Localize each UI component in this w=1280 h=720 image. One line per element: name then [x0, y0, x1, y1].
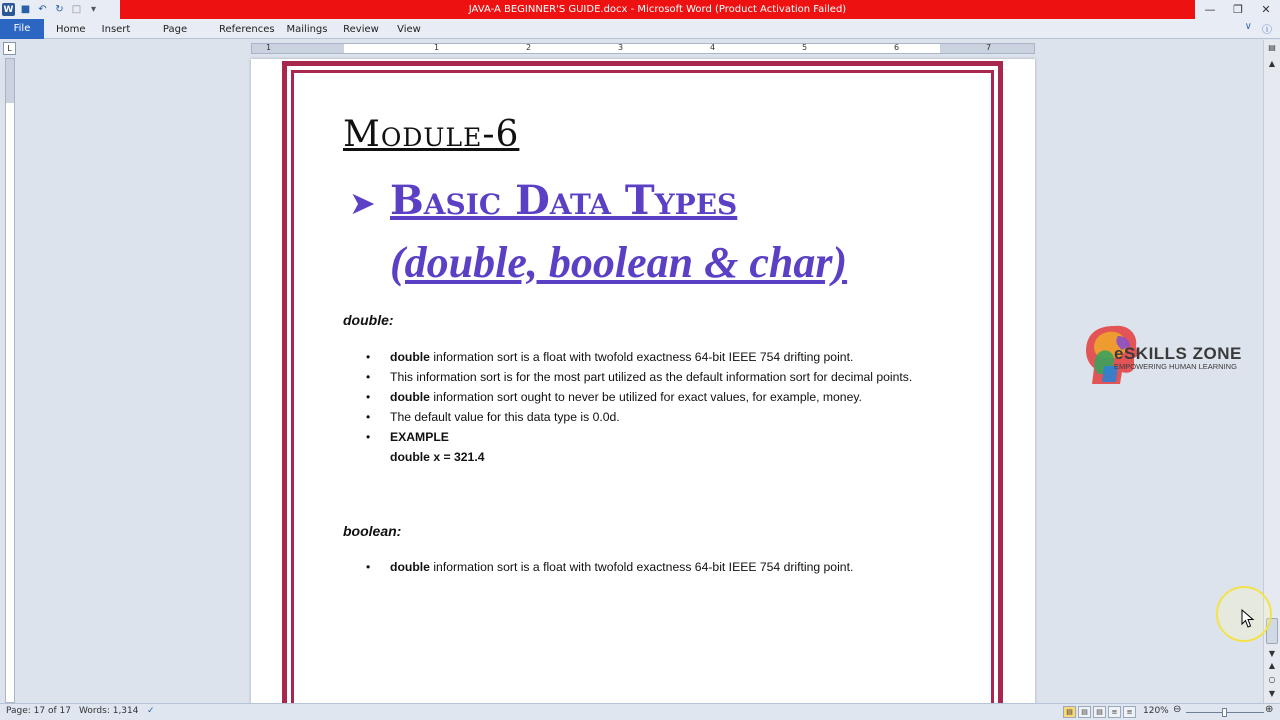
list-item-bold: double	[390, 560, 430, 574]
tab-file[interactable]: File	[0, 19, 44, 39]
ruler-number: 3	[618, 43, 624, 52]
word-count[interactable]: Words: 1,314	[79, 706, 139, 716]
zoom-slider-thumb[interactable]	[1222, 708, 1227, 717]
zoom-out-icon[interactable]: ⊖	[1173, 704, 1182, 715]
ruler-toggle-icon[interactable]: ▤	[1268, 43, 1276, 52]
expand-ribbon-icon[interactable]: ∨	[1244, 21, 1252, 32]
print-layout-view-icon[interactable]: ▤	[1063, 706, 1076, 718]
window-title: JAVA-A BEGINNER'S GUIDE.docx - Microsoft Word (Product Activation Failed)	[468, 4, 847, 15]
ruler-number: 1	[266, 43, 272, 52]
status-bar	[0, 703, 1280, 720]
list-item	[366, 427, 946, 447]
browse-object-icon[interactable]: ○	[1268, 675, 1276, 684]
web-layout-icon[interactable]: ▤	[1093, 706, 1106, 718]
section-heading-double: double:	[343, 312, 394, 328]
word-app-icon[interactable]: W	[3, 4, 14, 15]
list-item-bold: EXAMPLE	[390, 430, 449, 444]
list-item	[366, 557, 946, 577]
tab-review[interactable]: Review	[343, 24, 379, 35]
eskills-zone-logo	[1084, 322, 1254, 404]
list-item	[366, 347, 946, 367]
tab-references[interactable]: References	[219, 24, 275, 35]
tab-selector[interactable]: L	[3, 42, 16, 55]
list-item-text: information sort is a float with twofold exactness 64-bit IEEE 754 drifting point.	[429, 350, 854, 364]
zoom-level[interactable]: 120%	[1143, 706, 1169, 716]
list-item	[366, 387, 946, 407]
vertical-ruler[interactable]	[5, 58, 15, 703]
ribbon-right-controls	[1245, 21, 1272, 36]
list-item-text: This information sort is for the most part utilized as the default information sort for decimal points.	[390, 370, 913, 384]
ruler-number: 7	[986, 43, 992, 52]
ruler-number: 6	[894, 43, 900, 52]
list-item-text: The default value for this data type is 0.0d.	[390, 410, 620, 424]
tab-home[interactable]: Home	[56, 24, 86, 35]
next-page-icon[interactable]: ▼	[1268, 689, 1276, 698]
window-controls	[1196, 0, 1280, 19]
sub-heading: (double, boolean & char)	[390, 238, 848, 287]
redo-icon[interactable]: ↻	[55, 4, 64, 15]
horizontal-ruler[interactable]	[251, 43, 1035, 54]
code-example	[366, 447, 946, 467]
ruler-top-margin	[6, 59, 14, 103]
undo-icon[interactable]: ↶	[38, 4, 47, 15]
new-document-icon[interactable]: □	[71, 4, 82, 15]
list-item-bold: double	[390, 390, 430, 404]
section-heading-boolean: boolean:	[343, 523, 402, 539]
previous-page-icon[interactable]: ▲	[1268, 661, 1276, 670]
boolean-bullet-list	[366, 557, 946, 577]
arrow-bullet-icon: ➤	[349, 184, 376, 222]
quick-access-toolbar	[2, 2, 100, 17]
help-icon[interactable]: ⓘ	[1262, 25, 1272, 36]
list-item	[366, 407, 946, 427]
list-item-text: information sort is a float with twofold exactness 64-bit IEEE 754 drifting point.	[429, 560, 854, 574]
code-example-text: double x = 321.4	[390, 450, 485, 464]
scroll-down-icon[interactable]: ▼	[1268, 649, 1276, 658]
ruler-number: 4	[710, 43, 716, 52]
main-heading: Basic Data Types	[390, 177, 738, 224]
restore-button[interactable]: ❐	[1233, 3, 1243, 16]
tab-page-layout[interactable]: Page	[162, 24, 188, 35]
full-screen-reading-icon[interactable]: ▤	[1078, 706, 1091, 718]
proofing-icon[interactable]: ✓	[147, 706, 155, 716]
scroll-up-icon[interactable]: ▲	[1268, 59, 1276, 68]
outline-view-icon[interactable]: ≡	[1108, 706, 1121, 718]
list-item	[366, 367, 946, 387]
tab-mailings[interactable]: Mailings	[286, 24, 328, 35]
ruler-number: 2	[526, 43, 532, 52]
close-button[interactable]: ✕	[1261, 3, 1271, 16]
ruler-number: 1	[434, 43, 440, 52]
tab-view[interactable]: View	[397, 24, 421, 35]
ribbon-tabs	[0, 19, 1280, 39]
customize-toolbar-icon[interactable]: ▾	[90, 4, 97, 15]
draft-view-icon[interactable]: ≡	[1123, 706, 1136, 718]
list-item-text: information sort ought to never be utilized for exact values, for example, money.	[429, 390, 862, 404]
save-icon[interactable]: ■	[20, 4, 31, 15]
title-bar	[0, 0, 1280, 19]
minimize-button[interactable]: —	[1204, 3, 1216, 16]
list-item-bold: double	[390, 350, 430, 364]
tab-insert[interactable]: Insert	[101, 24, 131, 35]
document-page[interactable]	[251, 59, 1035, 709]
double-bullet-list	[366, 347, 946, 467]
logo-name: eSKILLS ZONE	[1114, 344, 1242, 363]
zoom-in-icon[interactable]: ⊕	[1265, 704, 1274, 715]
module-heading: Module-6	[343, 114, 520, 155]
page-count[interactable]: Page: 17 of 17	[6, 706, 71, 716]
logo-tagline: EMPOWERING HUMAN LEARNING	[1114, 362, 1237, 371]
mouse-pointer-icon	[1241, 609, 1255, 629]
ruler-row	[0, 40, 1280, 56]
ruler-number: 5	[802, 43, 808, 52]
